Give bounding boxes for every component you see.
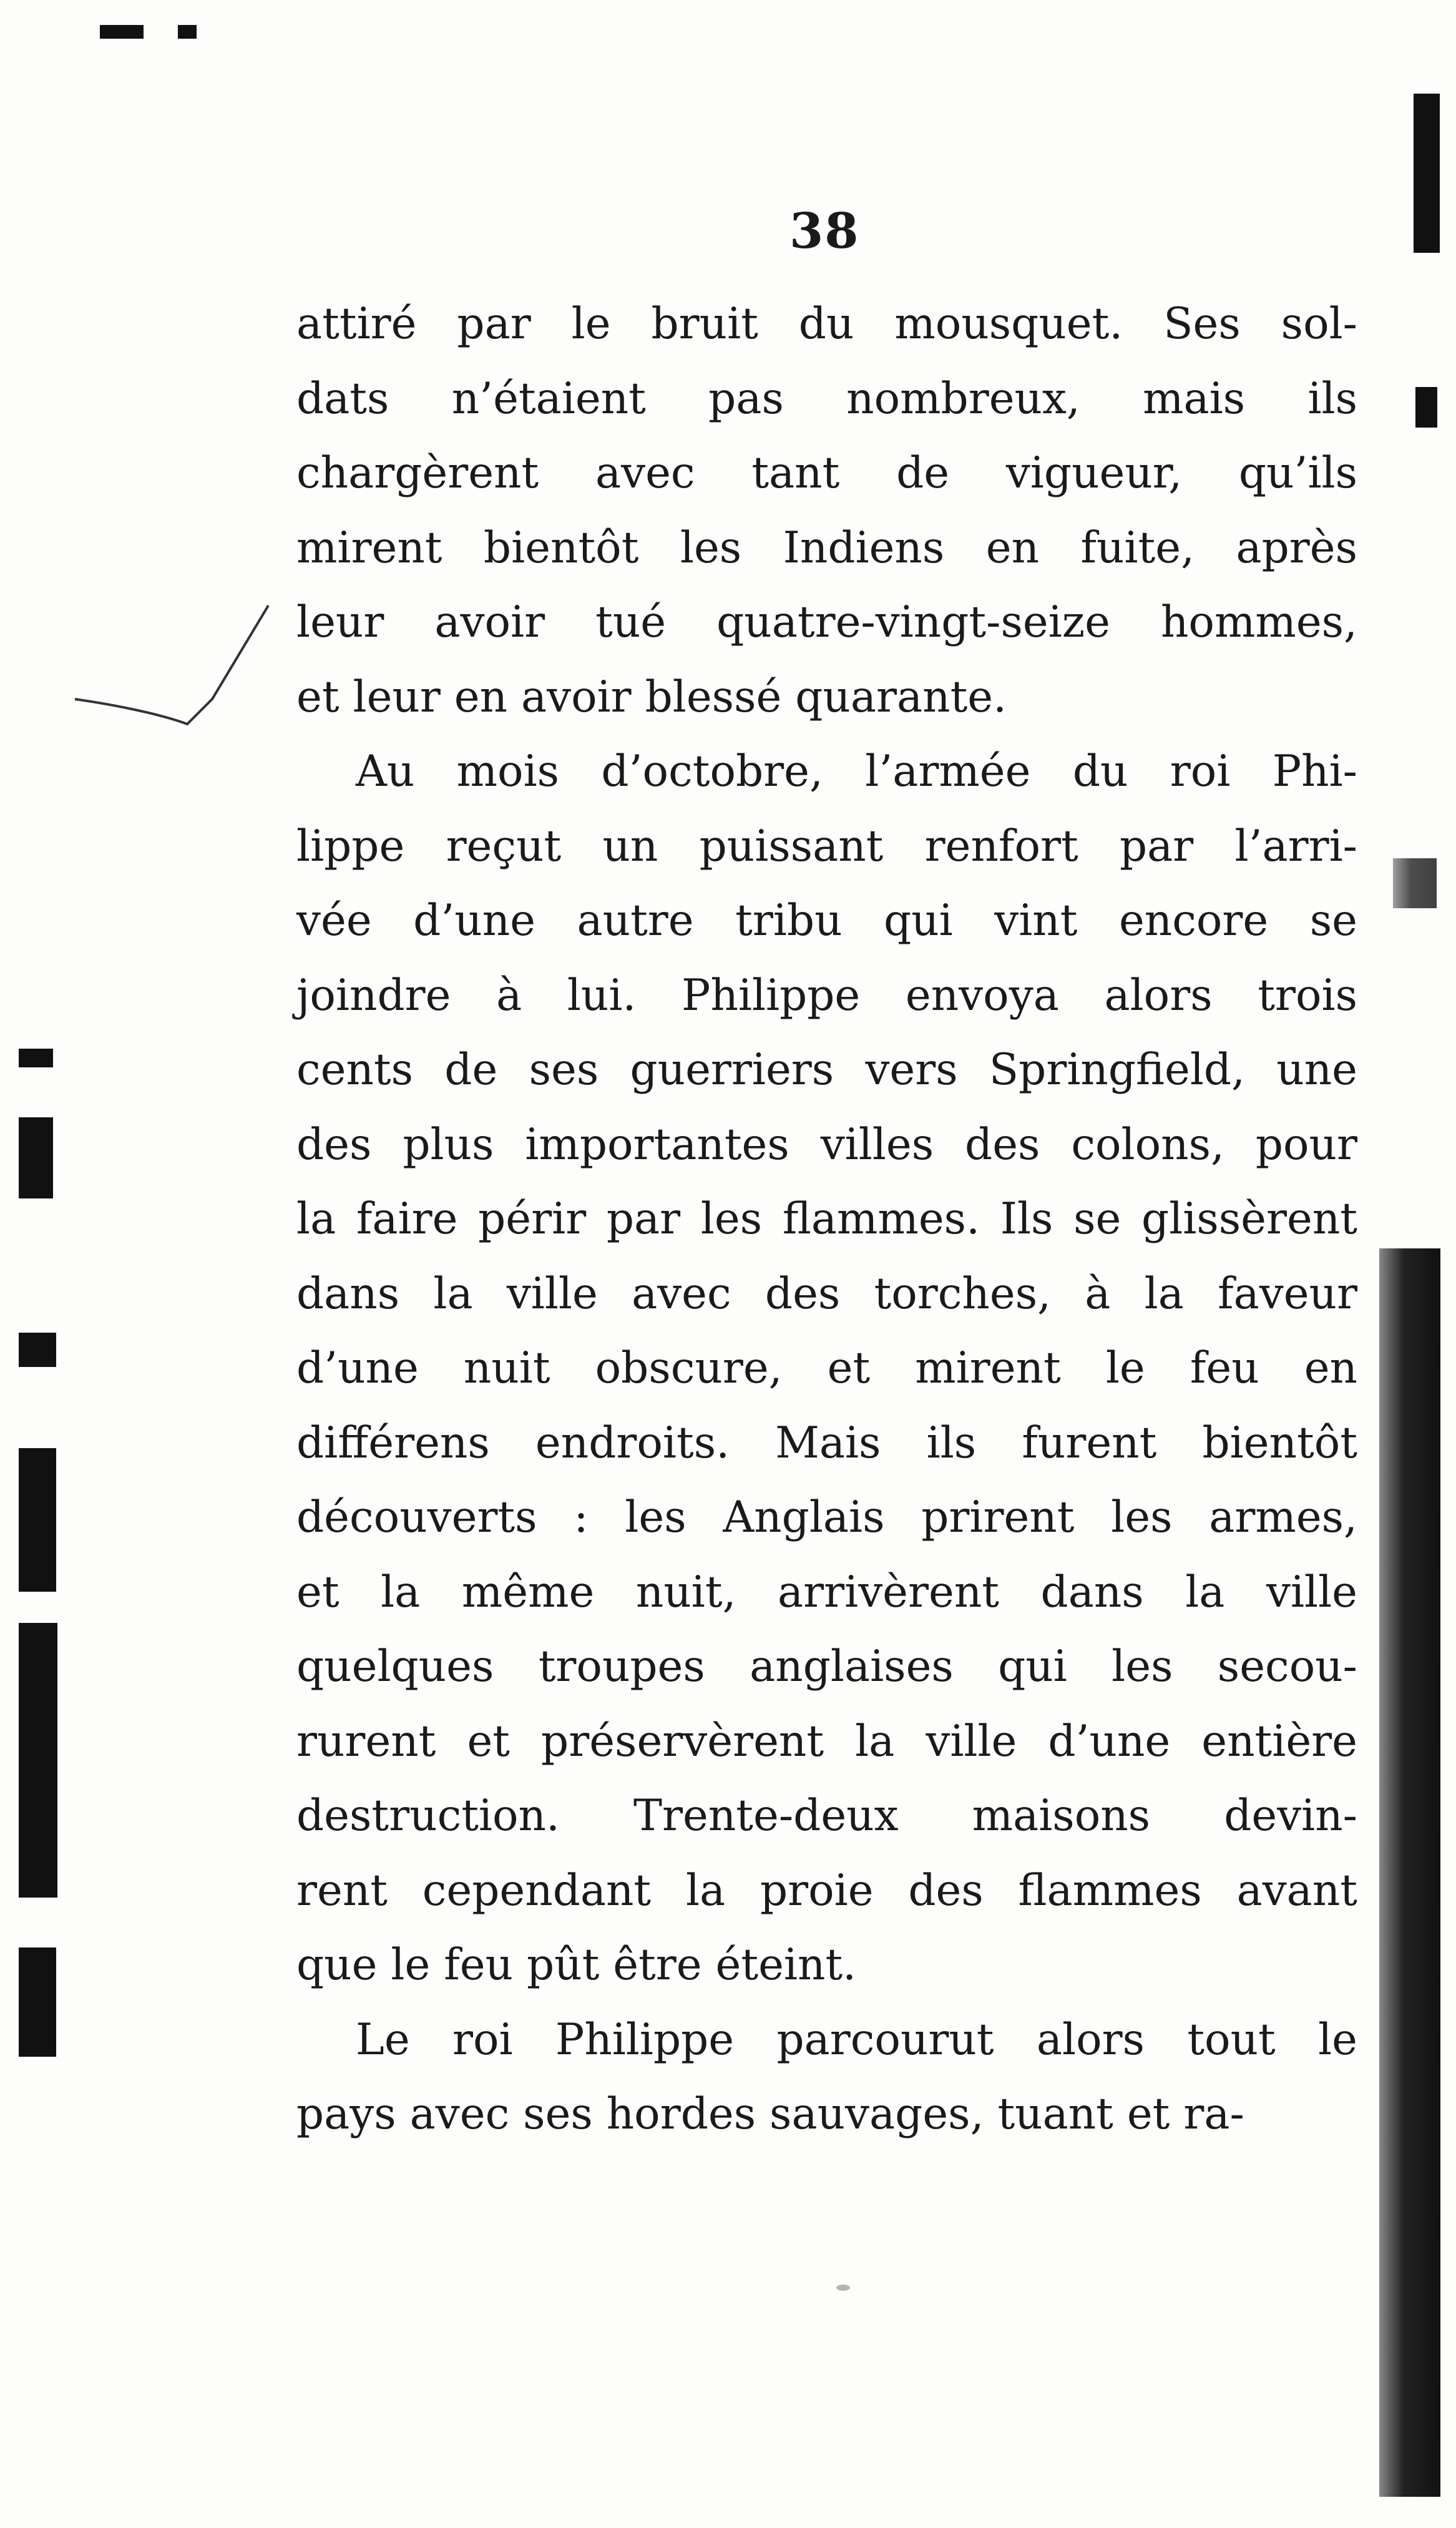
text-line: dans la ville avec des torches, à la faveur — [296, 1268, 1357, 1319]
scan-edge-bar — [1414, 94, 1440, 253]
margin-check-mark — [62, 599, 287, 762]
text-line: différens endroits. Mais ils furent bientôt — [296, 1418, 1357, 1468]
text-line: chargèrent avec tant de vigueur, qu’ils — [296, 448, 1357, 498]
text-line: découverts : les Anglais prirent les armes, — [296, 1492, 1357, 1542]
paragraph — [296, 287, 1357, 735]
scan-edge-bar — [19, 1448, 56, 1592]
text-line: joindre à lui. Philippe envoya alors trois — [296, 970, 1357, 1021]
scan-edge-band — [1393, 858, 1437, 908]
text-line: quelques troupes anglaises qui les secou- — [296, 1642, 1357, 1692]
scan-edge-bar — [19, 1947, 56, 2057]
scan-edge-bar — [19, 1049, 53, 1067]
text-line: Au mois d’octobre, l’armée du roi Phi- — [356, 747, 1357, 796]
text-line: la faire périr par les flammes. Ils se glissèrent — [296, 1194, 1357, 1244]
text-line: des plus importantes villes des colons, pour — [296, 1119, 1357, 1170]
paragraph — [296, 2003, 1357, 2152]
text-line: cents de ses guerriers vers Springfield, une — [296, 1045, 1357, 1095]
scan-mark — [178, 25, 197, 39]
text-line: dats n’étaient pas nombreux, mais ils — [296, 373, 1357, 424]
text-line: et leur en avoir blessé quarante. — [296, 672, 1007, 722]
text-line: leur avoir tué quatre-vingt-seize hommes, — [296, 597, 1357, 647]
text-line: mirent bientôt les Indiens en fuite, après — [296, 522, 1357, 573]
text-line: destruction. Trente-deux maisons devin- — [296, 1791, 1357, 1841]
scan-edge-band — [1379, 1248, 1440, 2497]
scan-edge-bar — [19, 1333, 56, 1367]
scan-edge-bar — [1415, 387, 1437, 428]
text-line: d’une nuit obscure, et mirent le feu en — [296, 1343, 1357, 1393]
scan-mark — [100, 25, 144, 39]
text-line: lippe reçut un puissant renfort par l’arri- — [296, 821, 1357, 871]
text-line: rurent et préservèrent la ville d’une entière — [296, 1716, 1357, 1766]
text-line: pays avec ses hordes sauvages, tuant et ra- — [296, 2089, 1244, 2139]
paragraph — [296, 735, 1357, 2003]
scan-edge-bar — [19, 1117, 53, 1198]
body-text — [296, 287, 1357, 2152]
text-line: que le feu pût être éteint. — [296, 1940, 857, 1990]
scan-edge-bar — [19, 1623, 57, 1898]
text-line: Le roi Philippe parcourut alors tout le — [356, 2014, 1357, 2065]
page-number: 38 — [789, 203, 860, 260]
text-line: rent cependant la proie des flammes avant — [296, 1865, 1357, 1916]
speckle — [836, 2285, 850, 2291]
text-line: attiré par le bruit du mousquet. Ses sol- — [296, 299, 1357, 349]
text-line: et la même nuit, arrivèrent dans la ville — [296, 1567, 1357, 1617]
text-line: vée d’une autre tribu qui vint encore se — [296, 896, 1357, 946]
